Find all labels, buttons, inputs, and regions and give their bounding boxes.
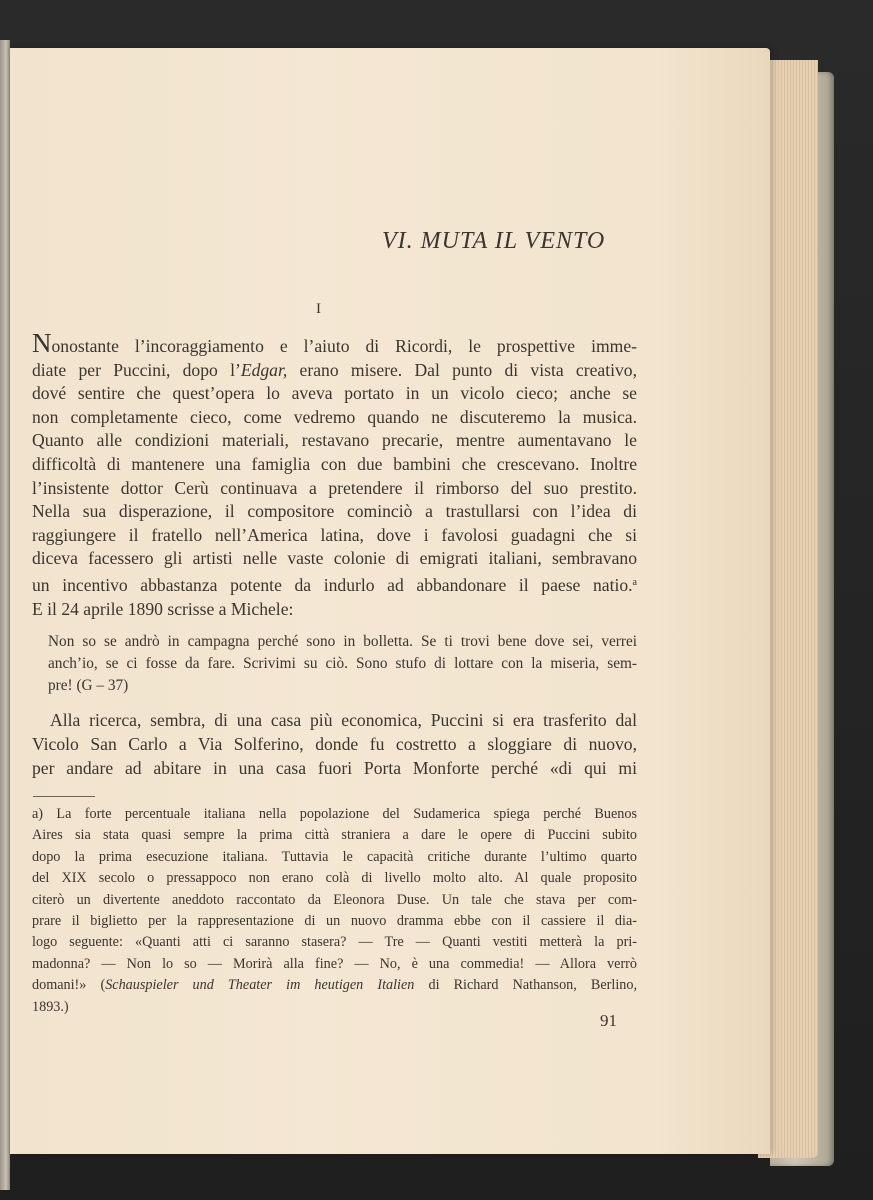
chapter-title: VI. MUTA IL VENTO [382, 228, 606, 254]
body-paragraph-1 [32, 328, 637, 621]
footnote-line: logo seguente: «Quanti atti ci saranno stasera? — Tre — Quanti vestiti metterà la pri- [32, 934, 637, 951]
text-line: Vicolo San Carlo a Via Solferino, donde fu costretto a sloggiare di nuovo, [32, 734, 637, 754]
footnote-line: 1893.) [32, 998, 69, 1015]
text-line: Quanto alle condizioni materiali, restavano precarie, mentre aumentavano le [32, 430, 637, 451]
text-line [32, 328, 637, 359]
text-line: dové sentire che quest’opera lo aveva portato in un vicolo cieco; anche se [32, 383, 637, 404]
text-line: raggiungere il fratello nell’America latina, dove i favolosi guadagni che si [32, 524, 637, 545]
block-quote [48, 631, 637, 697]
footnote-line: madonna? — Non lo so — Morirà alla fine? — No, è una commedia! — Allora verrò [32, 955, 637, 972]
page-number: 91 [600, 1011, 617, 1030]
text-line: difficoltà di mantenere una famiglia con due bambini che crescevano. Inoltre [32, 453, 637, 474]
text-line: E il 24 aprile 1890 scrisse a Michele: [32, 598, 294, 619]
text-line-content: un incentivo abbastanza potente da indurlo ad abbandonare il paese natio. [32, 574, 633, 595]
quote-line: anch’io, se ci fosse da fare. Scrivimi su ciò. Sono stufo di lottare con la miseria, sem- [48, 655, 637, 672]
line-segment: domani!» ( [32, 977, 106, 994]
italic-title-edgar: Edgar, [240, 359, 288, 380]
section-number: I [316, 301, 321, 317]
footnote-line: prare il biglietto per la rappresentazione di un nuovo dramma ebbe con il cassiere il dia- [32, 913, 637, 930]
footnote-line: Aires sia stata quasi sempre la prima città straniera a dare le opere di Puccini subito [32, 827, 637, 844]
text-line [32, 359, 637, 383]
text-line: l’insistente dottor Cerù continuava a pretendere il rimborso del suo prestito. [32, 477, 637, 498]
footnote-marker: a [632, 576, 637, 588]
footnote-line: dopo la prima esecuzione italiana. Tuttavia le capacità critiche durante l’ultimo quarto [32, 848, 637, 865]
quote-line: pre! (G – 37) [48, 677, 129, 694]
text-line: diceva facessero gli artisti nelle vaste colonie di emigrati italiani, sembravano [32, 548, 637, 569]
italic-book-title: Schauspieler und Theater im heutigen Italien [105, 977, 415, 994]
book-page [10, 48, 770, 1154]
body-paragraph-2 [32, 708, 637, 780]
footnote-rule [33, 796, 95, 797]
text-line: non completamente cieco, come vedremo quando ne discuteremo la musica. [32, 406, 637, 427]
footnote-line: citerò un divertente aneddoto raccontato da Eleonora Duse. Un tale che stava per com- [32, 891, 637, 908]
footnote-line [32, 975, 637, 996]
footnote-line: del XIX secolo o pressappoco non erano colà di livello molto alto. Al quale proposito [32, 870, 637, 887]
drop-cap: N [32, 328, 52, 358]
footnote-line: a) La forte percentuale italiana nella popolazione del Sudamerica spiega perché Buenos [32, 806, 637, 822]
text-line: Alla ricerca, sembra, di una casa più economica, Puccini si era trasferito dal [50, 710, 637, 730]
text-line [32, 571, 637, 598]
line-segment: di Richard Nathanson, Berlino, [414, 977, 637, 994]
quote-line: Non so se andrò in campagna perché sono in bolletta. Se ti trovi bene dove sei, verrei [48, 633, 637, 650]
text-line-content: onostante l’incoraggiamento e l’aiuto di Ricordi, le prospettive imme- [51, 336, 637, 356]
line-segment: erano misere. Dal punto di vista creativo, [287, 359, 637, 380]
left-page-edge [0, 40, 10, 1190]
text-line: per andare ad abitare in una casa fuori Porta Monforte perché «di qui mi [32, 758, 637, 778]
line-segment: diate per Puccini, dopo l’ [32, 359, 241, 380]
text-line: Nella sua disperazione, il compositore cominciò a trastullarsi con l’idea di [32, 501, 637, 522]
footnote [32, 804, 637, 1018]
